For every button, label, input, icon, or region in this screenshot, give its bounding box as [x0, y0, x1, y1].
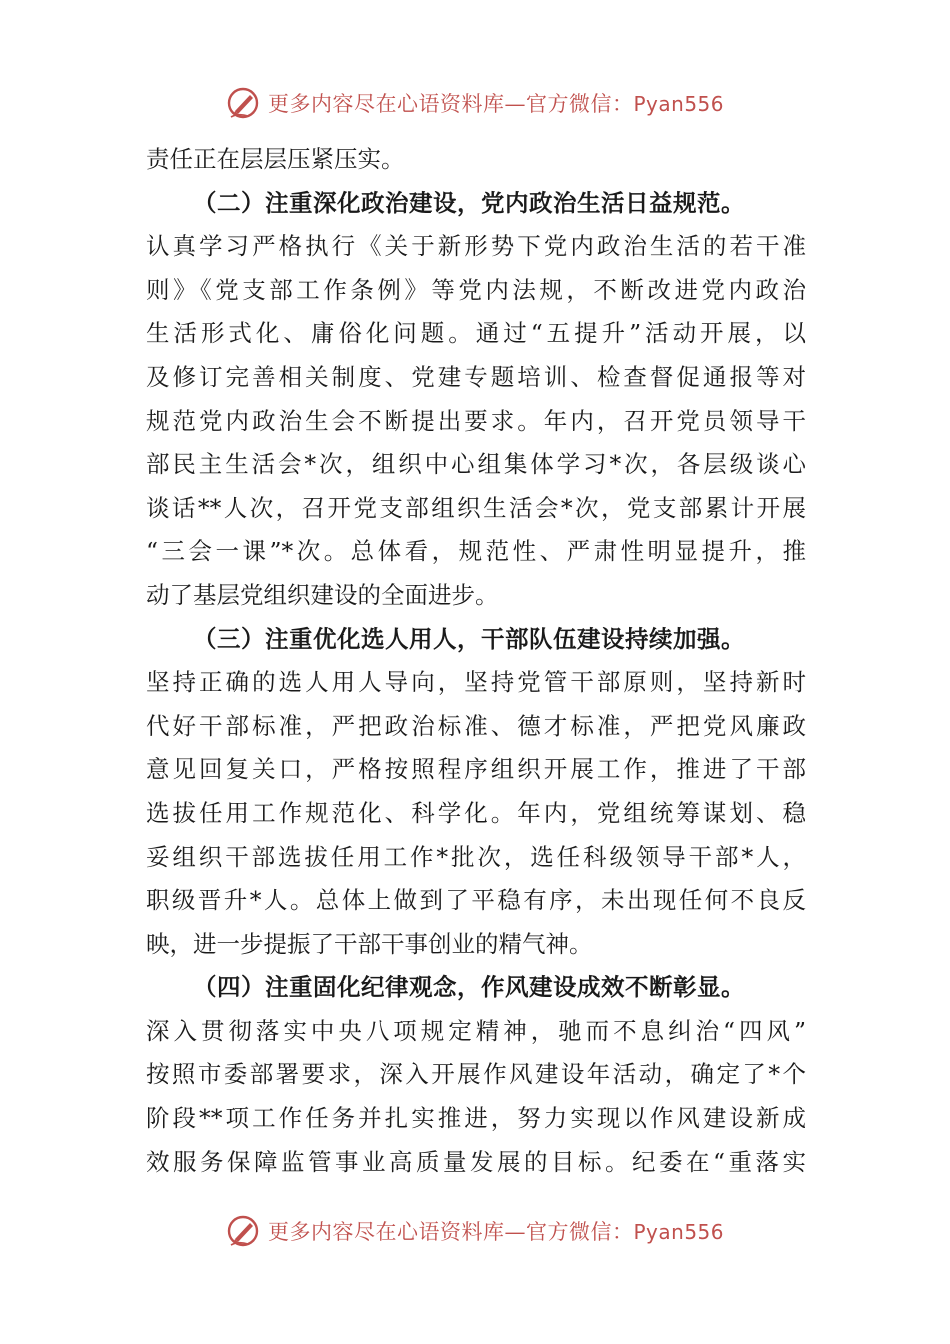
paragraph-line: 规范党内政治生会不断提出要求。年内，召开党员领导干 [146, 406, 806, 435]
paragraph-line: 代好干部标准，严把政治标准、德才标准，严把党风廉政 [146, 711, 806, 740]
paragraph-line: 则》《党支部工作条例》等党内法规，不断改进党内政治 [146, 275, 806, 304]
paragraph-line: 阶段**项工作任务并扎实推进，努力实现以作风建设新成 [146, 1104, 806, 1133]
paragraph-line: 意见回复关口，严格按照程序组织开展工作，推进了干部 [146, 755, 806, 784]
watermark-text: 更多内容尽在心语资料库—官方微信：Pyan556 [267, 1220, 724, 1244]
paragraph-line: 映，进一步提振了干部干事创业的精气神。 [146, 929, 593, 958]
pen-logo-icon [226, 1214, 260, 1248]
paragraph-line: 坚持正确的选人用人导向，坚持党管干部原则，坚持新时 [146, 668, 806, 697]
paragraph-line: 按照市委部署要求，深入开展作风建设年活动，确定了*个 [146, 1060, 806, 1089]
watermark-header [0, 83, 950, 123]
watermark-text: 更多内容尽在心语资料库—官方微信：Pyan556 [267, 92, 724, 116]
paragraph-line: 效服务保障监管事业高质量发展的目标。纪委在“重落实 [146, 1147, 806, 1176]
paragraph-line: 动了基层党组织建设的全面进步。 [146, 580, 499, 609]
paragraph-line: 妥组织干部选拔任用工作*批次，选任科级领导干部*人， [146, 842, 806, 871]
watermark-id: Pyan556 [633, 1220, 724, 1244]
paragraph-line: 选拔任用工作规范化、科学化。年内，党组统筹谋划、稳 [146, 798, 806, 827]
paragraph-line: “三会一课”*次。总体看，规范性、严肃性明显提升，推 [146, 537, 806, 566]
section-heading: （三）注重优化选人用人，干部队伍建设持续加强。 [193, 624, 745, 653]
paragraph-line: 深入贯彻落实中央八项规定精神，驰而不息纠治“四风” [146, 1016, 806, 1045]
section-heading: （二）注重深化政治建设，党内政治生活日益规范。 [193, 188, 745, 217]
paragraph-line: 职级晋升*人。总体上做到了平稳有序，未出现任何不良反 [146, 886, 806, 915]
document-body [146, 138, 806, 1184]
paragraph-line: 责任正在层层压紧压实。 [146, 145, 405, 173]
watermark-id: Pyan556 [633, 92, 724, 116]
paragraph-line: 及修订完善相关制度、党建专题培训、检查督促通报等对 [146, 362, 806, 391]
paragraph-line: 认真学习严格执行《关于新形势下党内政治生活的若干准 [146, 232, 806, 261]
watermark-footer [0, 1211, 950, 1251]
paragraph-line: 部民主生活会*次，组织中心组集体学习*次，各层级谈心 [146, 450, 806, 479]
pen-logo-icon [226, 86, 260, 120]
section-heading: （四）注重固化纪律观念，作风建设成效不断彰显。 [193, 973, 745, 1002]
paragraph-line: 生活形式化、庸俗化问题。通过“五提升”活动开展，以 [146, 319, 806, 348]
paragraph-line: 谈话**人次，召开党支部组织生活会*次，党支部累计开展 [146, 493, 806, 522]
